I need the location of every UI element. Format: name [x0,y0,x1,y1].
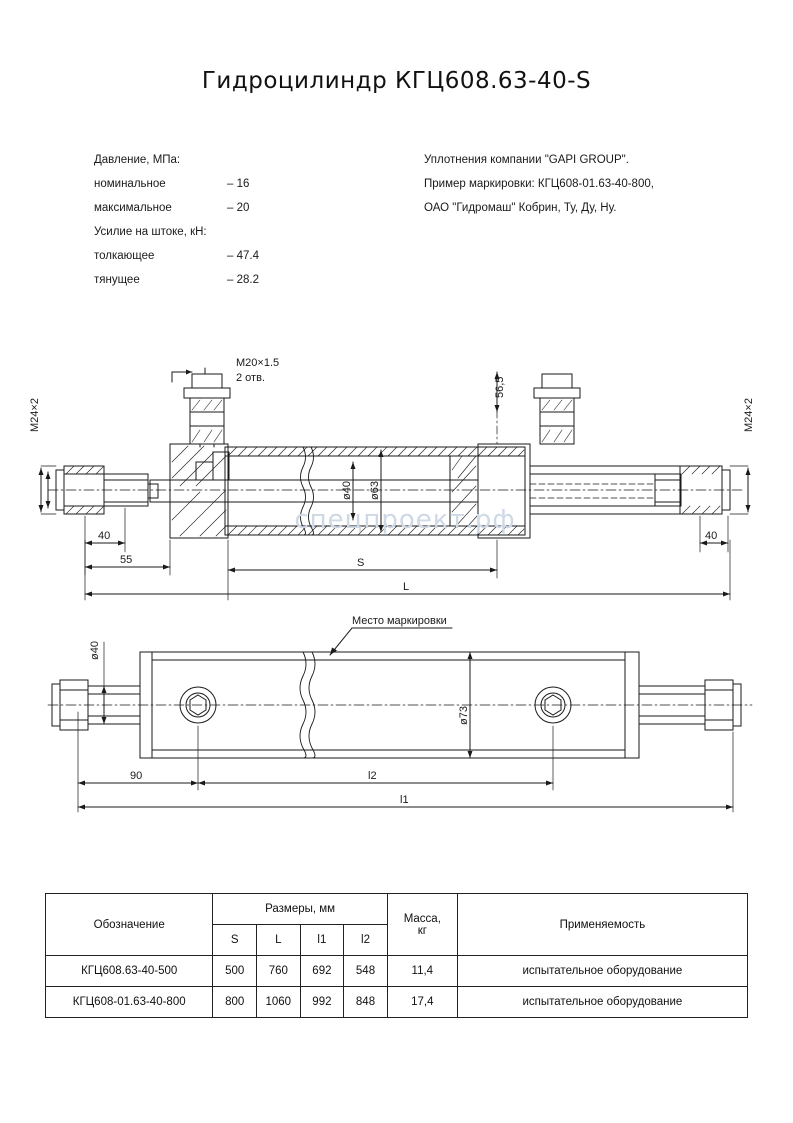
cell-applicability: испытательное оборудование [457,956,747,987]
label-phi73: ø73 [458,706,470,725]
cell-mass: 17,4 [387,987,457,1018]
label-dim-left-40: 40 [98,530,111,542]
spec-label: тянущее [94,274,140,286]
cell-l1: 692 [300,956,344,987]
cell-s: 800 [213,987,257,1018]
label-bore-40: ø40 [341,481,353,500]
label-dim-90: 90 [130,770,143,782]
cell-l: 1060 [256,987,300,1018]
spec-label: максимальное [94,202,172,214]
label-dim-56-5: 56,5 [494,376,506,398]
spec-value: – 28.2 [227,274,259,286]
label-dim-right-40: 40 [705,530,718,542]
cell-mass: 11,4 [387,956,457,987]
label-dim-55: 55 [120,554,133,566]
label-dim-L: L [403,581,410,593]
label-dim-l1: l1 [400,794,409,806]
cell-l2: 848 [344,987,388,1018]
th-applicability: Применяемость [457,894,747,956]
label-thread-right: M24×2 [743,398,755,432]
spec-value: – 20 [227,202,250,214]
label-dim-S: S [357,557,365,569]
pressure-header: Давление, МПа: [94,154,181,166]
cell-applicability: испытательное оборудование [457,987,747,1018]
th-col-l: L [256,925,300,956]
page-title: Гидроцилиндр КГЦ608.63-40-S [201,68,592,94]
watermark: спецпроект.рф [294,505,516,535]
th-mass-line1: Масса, [403,912,441,925]
th-sizes: Размеры, мм [213,894,387,925]
th-mass-line2: кг [417,924,427,937]
cell-l1: 992 [300,987,344,1018]
label-marking-place: Место маркировки [352,615,447,627]
label-phi40-lower: ø40 [89,641,101,660]
note-line: ОАО "Гидромаш" Кобрин, Ту, Ду, Ну. [424,202,617,214]
specification-table [45,893,748,1018]
label-thread-left: M24×2 [29,398,41,432]
th-col-l1: l1 [300,925,344,956]
th-col-l2: l2 [344,925,388,956]
spec-value: – 47.4 [227,250,259,262]
note-line: Пример маркировки: КГЦ608-01.63-40-800, [424,178,654,190]
label-bore-63: ø63 [369,481,381,500]
table-row [46,956,748,987]
label-thread-top: M20×1.5 [236,357,280,369]
th-designation: Обозначение [46,894,213,956]
spec-value: – 16 [227,178,250,190]
note-line: Уплотнения компании "GAPI GROUP". [424,154,629,166]
cell-l2: 548 [344,956,388,987]
th-mass [387,894,457,956]
table-header-row-1 [46,894,748,925]
cell-l: 760 [256,956,300,987]
spec-label: толкающее [94,250,155,262]
cell-designation: КГЦ608.63-40-500 [46,956,213,987]
table-row [46,987,748,1018]
label-thread-top-sub: 2 отв. [236,372,265,384]
cell-s: 500 [213,956,257,987]
label-dim-l2: l2 [368,770,377,782]
th-col-s: S [213,925,257,956]
force-header: Усилие на штоке, кН: [94,226,207,238]
spec-label: номинальное [94,178,166,190]
cell-designation: КГЦ608-01.63-40-800 [46,987,213,1018]
